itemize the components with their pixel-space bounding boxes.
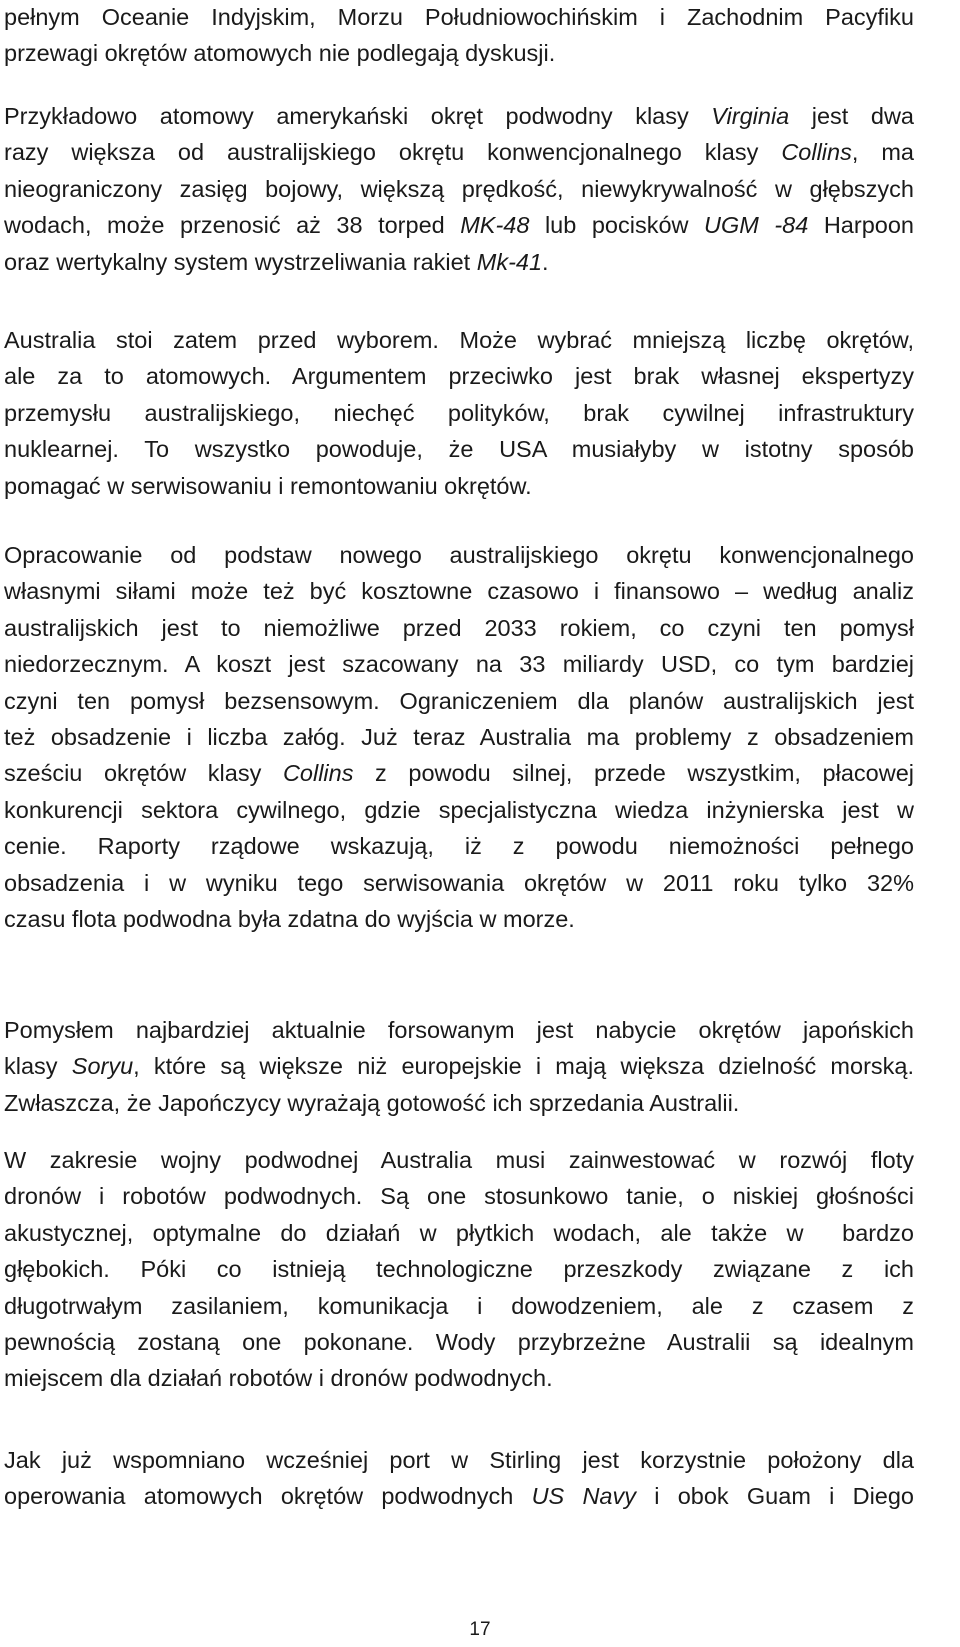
text-line xyxy=(4,210,914,240)
text-segment: . xyxy=(542,248,549,275)
text-segment: dronów i robotów podwodnych. Są one stosunkowo tanie, o niskiej głośności xyxy=(4,1183,914,1210)
text-segment: Zwłaszcza, że Japończycy wyrażają gotowość ich sprzedania Australii. xyxy=(4,1089,740,1116)
text-segment: Pomysłem najbardziej aktualnie forsowanym jest nabycie okrętów japońskich xyxy=(4,1017,914,1043)
page-number: 17 xyxy=(469,1619,491,1640)
italic-text: Collins xyxy=(282,760,354,787)
text-segment: przemysłu australijskiego, niechęć polityków, brak cywilnej infrastruktury xyxy=(4,399,914,426)
text-segment: Jak już wspomniano wcześniej port w Stirling jest korzystnie położony dla xyxy=(4,1447,914,1473)
text-segment: obsadzenia i w wyniku tego serwisowania okrętów w 2011 roku tylko 32% xyxy=(4,869,914,896)
text-segment: Harpoon xyxy=(808,212,914,239)
text-line xyxy=(4,795,914,825)
text-line xyxy=(4,1327,914,1357)
text-segment: razy większa od australijskiego okrętu konwencjonalnego klasy xyxy=(4,139,782,166)
text-segment: operowania atomowych okrętów podwodnych xyxy=(4,1483,532,1510)
text-segment: nieograniczony zasięg bojowy, większą prędkość, niewykrywalność w głębszych xyxy=(4,175,914,202)
text-line xyxy=(4,686,914,716)
text-segment: ale za to atomowych. Argumentem przeciwko jest brak własnej ekspertyzy xyxy=(4,363,914,390)
text-segment: z powodu silnej, przede wszystkim, płacowej xyxy=(353,760,914,787)
italic-text: UGM -84 xyxy=(704,212,809,239)
text-segment: niedorzecznym. A koszt jest szacowany na 33 miliardy USD, co tym bardziej xyxy=(4,651,914,678)
text-line xyxy=(4,174,914,204)
text-line xyxy=(4,1051,914,1081)
text-line xyxy=(4,613,914,643)
italic-text: US Navy xyxy=(531,1483,636,1510)
text-line xyxy=(4,137,914,167)
text-line xyxy=(4,576,914,606)
text-segment: , ma xyxy=(851,139,914,166)
text-line xyxy=(4,434,914,464)
italic-text: Collins xyxy=(781,139,852,166)
text-line xyxy=(4,831,914,861)
text-segment: lub pocisków xyxy=(529,212,704,239)
text-segment: wodach, może przenosić aż 38 torped xyxy=(4,212,461,239)
text-line xyxy=(4,868,914,898)
text-segment: sześciu okrętów klasy xyxy=(4,760,283,787)
text-segment: własnymi siłami może też być kosztowne czasowo i finansowo – według analiz xyxy=(4,578,914,605)
text-segment: konkurencji sektora cywilnego, gdzie specjalistyczna wiedza inżynierska jest w xyxy=(4,796,914,823)
text-line xyxy=(4,722,914,752)
text-line xyxy=(4,758,914,788)
text-segment: pomagać w serwisowaniu i remontowaniu okrętów. xyxy=(4,472,532,499)
text-line xyxy=(4,1218,914,1248)
text-line xyxy=(4,1254,914,1284)
text-segment: głębokich. Póki co istnieją technologiczne przeszkody związane z ich xyxy=(4,1256,914,1283)
text-segment: i obok Guam i Diego xyxy=(636,1483,914,1510)
text-segment: W zakresie wojny podwodnej Australia musi zainwestować w rozwój floty xyxy=(4,1147,914,1173)
italic-text: Soryu xyxy=(71,1053,134,1080)
text-segment: też obsadzenie i liczba załóg. Już teraz Australia ma problemy z obsadzeniem xyxy=(4,724,914,750)
text-line xyxy=(4,325,914,355)
text-segment: akustycznej, optymalne do działań w płytkich wodach, ale także w bardzo xyxy=(4,1219,914,1246)
text-line xyxy=(4,471,914,501)
text-line xyxy=(4,904,914,934)
text-segment: Australia stoi zatem przed wyborem. Może wybrać mniejszą liczbę okrętów, xyxy=(4,327,914,353)
text-segment: miejscem dla działań robotów i dronów podwodnych. xyxy=(4,1365,553,1392)
text-line xyxy=(4,1481,914,1511)
italic-text: MK-48 xyxy=(460,212,530,239)
text-line xyxy=(4,1088,914,1118)
text-line xyxy=(4,1445,914,1475)
text-line xyxy=(4,1145,914,1175)
text-line xyxy=(4,1015,914,1045)
text-segment: czasu flota podwodna była zdatna do wyjścia w morze. xyxy=(4,906,575,932)
text-segment: klasy xyxy=(4,1053,72,1080)
text-line xyxy=(4,361,914,391)
text-line xyxy=(4,101,914,131)
italic-text: Virginia xyxy=(711,103,790,129)
text-line xyxy=(4,1181,914,1211)
text-segment: czyni ten pomysł bezsensowym. Ograniczeniem dla planów australijskich jest xyxy=(4,687,914,714)
text-segment: pełnym Oceanie Indyjskim, Morzu Południowochińskim i Zachodnim Pacyfiku xyxy=(4,4,914,30)
text-segment: Przykładowo atomowy amerykański okręt podwodny klasy xyxy=(4,103,712,129)
text-segment: nuklearnej. To wszystko powoduje, że USA musiałyby w istotny sposób xyxy=(4,436,914,463)
text-line xyxy=(4,247,914,277)
text-segment: długotrwałym zasilaniem, komunikacja i dowodzeniem, ale z czasem z xyxy=(4,1292,914,1319)
text-segment: Opracowanie od podstaw nowego australijskiego okrętu konwencjonalnego xyxy=(4,542,914,568)
text-segment: cenie. Raporty rządowe wskazują, iż z powodu niemożności pełnego xyxy=(4,833,914,860)
text-line xyxy=(4,1291,914,1321)
text-line xyxy=(4,38,914,68)
text-segment: przewagi okrętów atomowych nie podlegają dyskusji. xyxy=(4,40,556,67)
text-line xyxy=(4,1363,914,1393)
text-line xyxy=(4,649,914,679)
text-line xyxy=(4,2,914,32)
text-line xyxy=(4,540,914,570)
text-segment: pewnością zostaną one pokonane. Wody przybrzeżne Australii są idealnym xyxy=(4,1329,914,1355)
text-segment: oraz wertykalny system wystrzeliwania rakiet xyxy=(4,248,477,275)
text-segment: australijskich jest to niemożliwe przed 2033 rokiem, co czyni ten pomysł xyxy=(4,614,914,641)
text-line xyxy=(4,398,914,428)
text-segment: , które są większe niż europejskie i mają większa dzielność morską. xyxy=(133,1053,914,1080)
italic-text: Mk-41 xyxy=(476,248,543,275)
text-segment: jest dwa xyxy=(789,103,914,129)
